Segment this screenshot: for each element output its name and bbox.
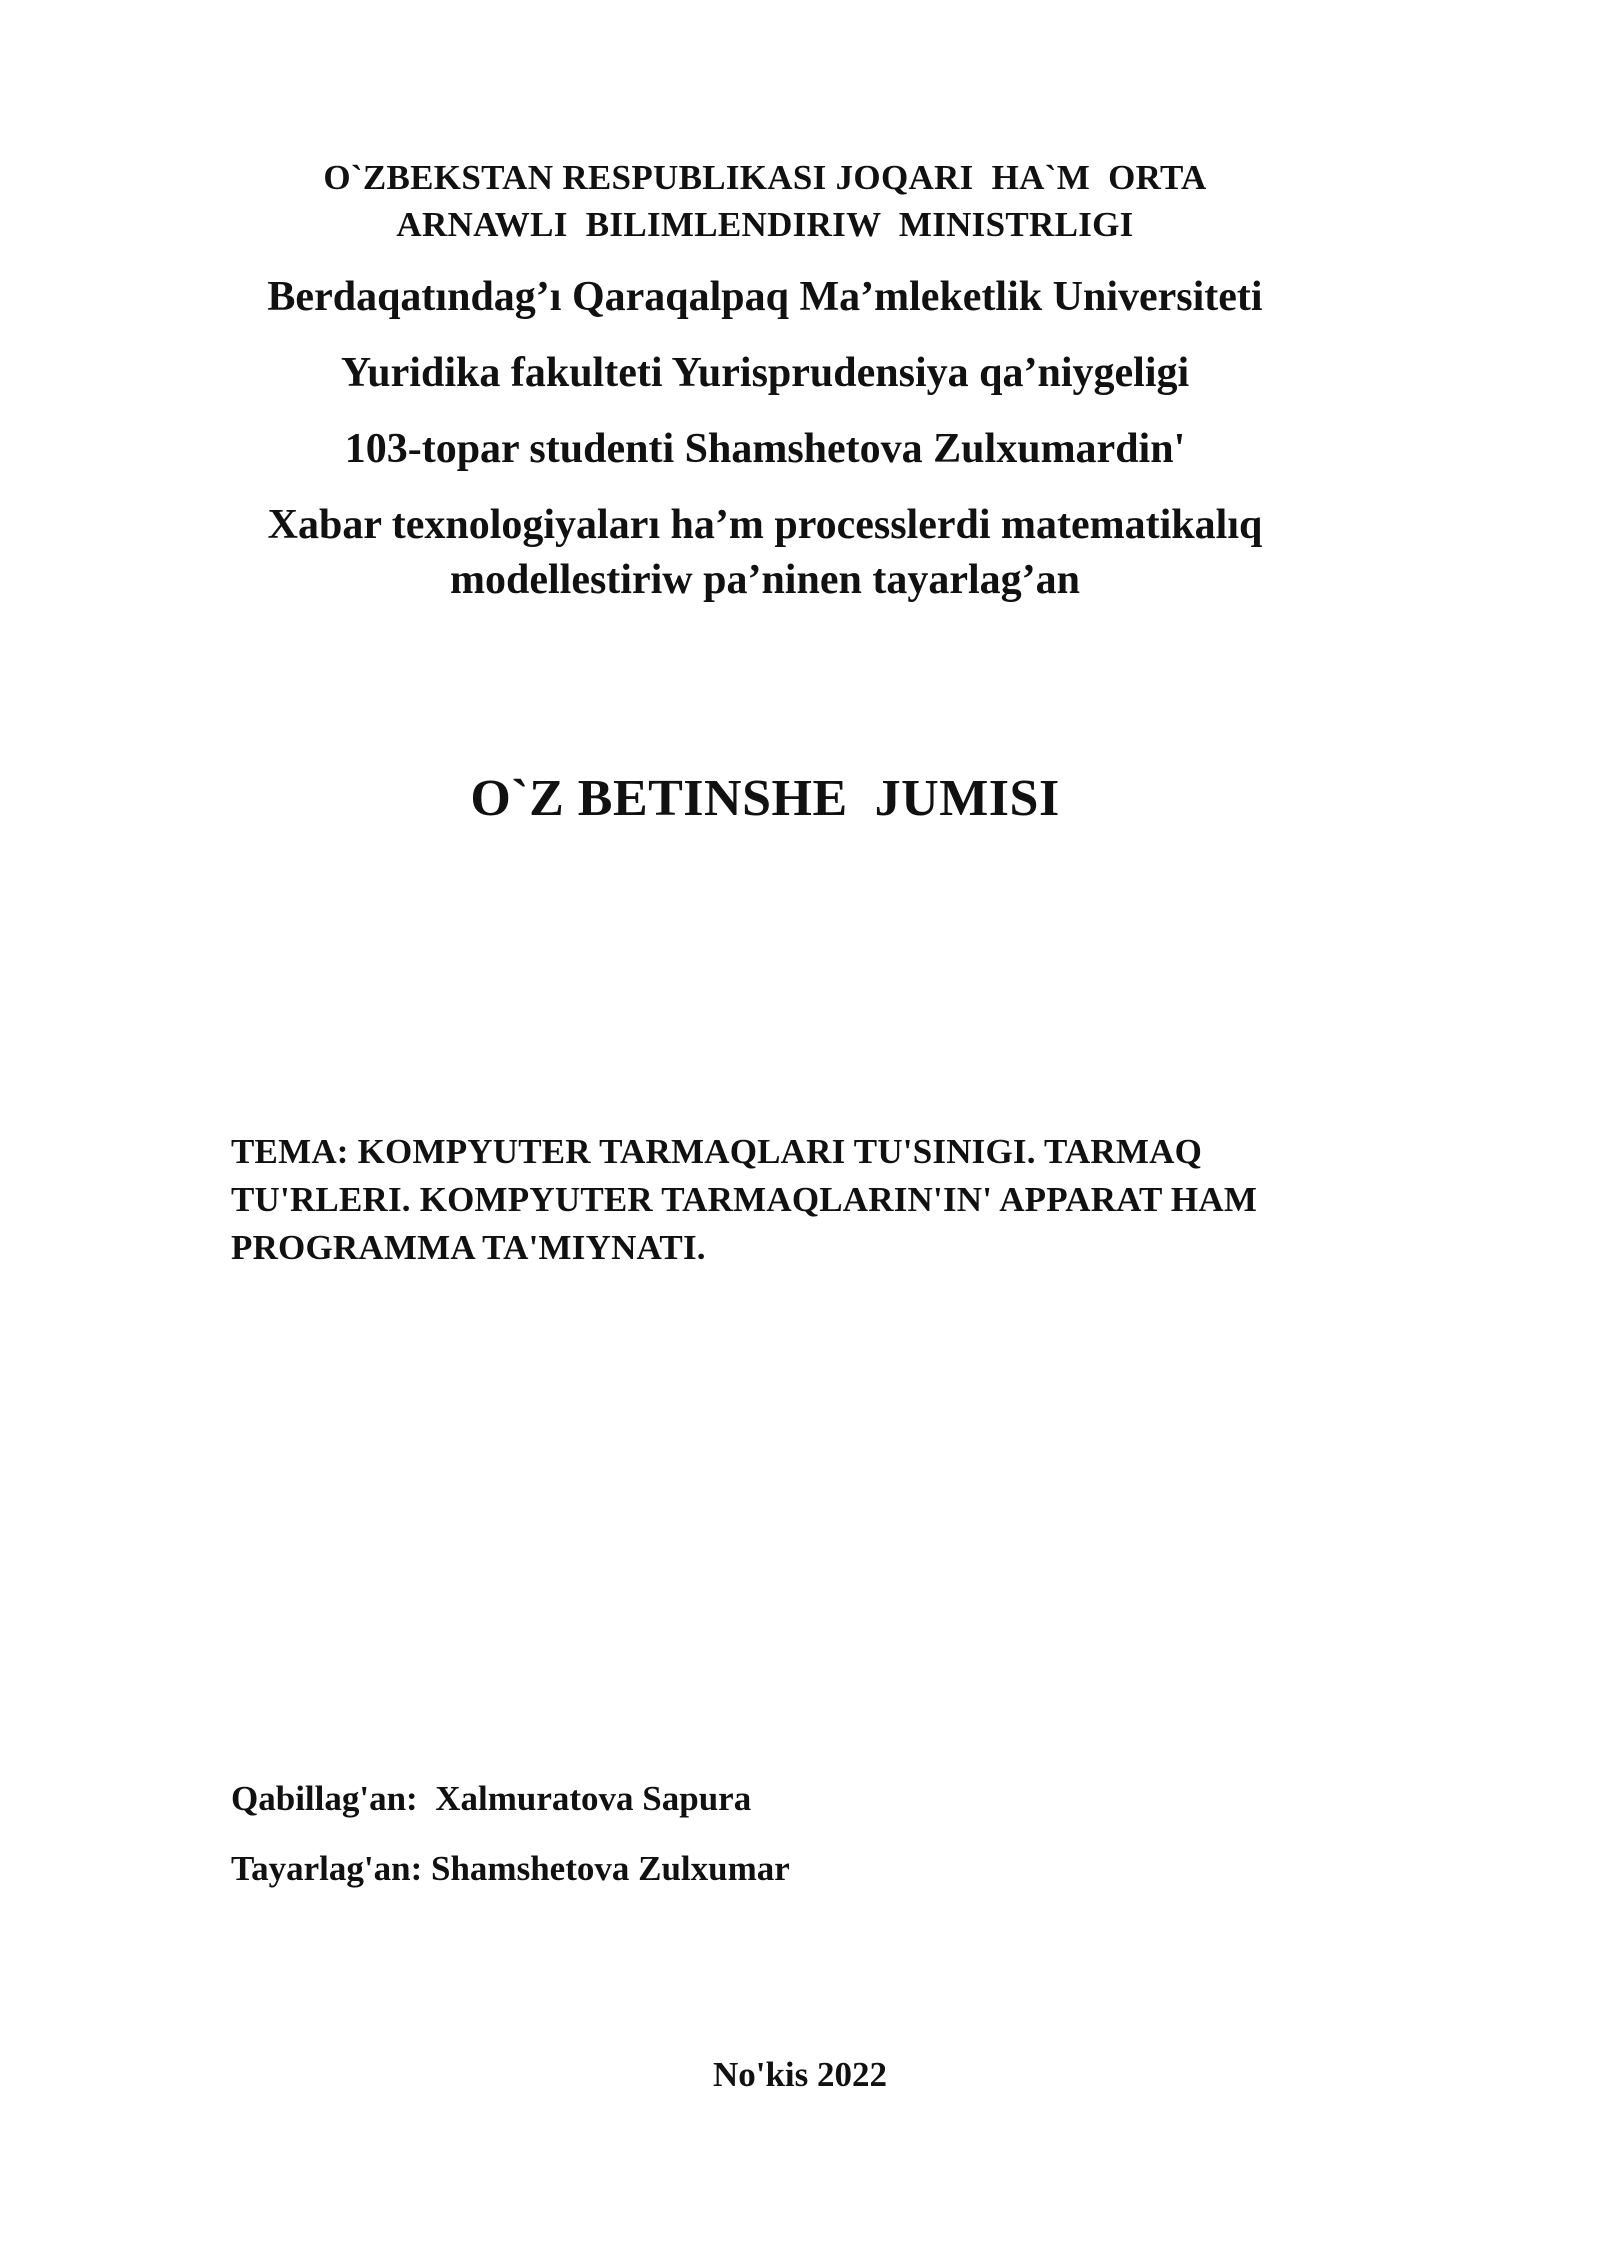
subject-line-2: modellestiriw pa’ninen tayarlag’an	[450, 557, 1080, 603]
university-name: Berdaqatındag’ı Qaraqalpaq Ma’mleketlik Universiteti	[267, 274, 1263, 320]
student-line: 103-topar studenti Shamshetova Zulxumardin'	[344, 426, 1186, 472]
received-by: Qabillag'an: Xalmuratova Sapura	[231, 1779, 752, 1818]
topic-line-2: TU'RLERI. KOMPYUTER TARMAQLARIN'IN' APPARAT HAM	[231, 1180, 1258, 1219]
document-title: O`Z BETINSHE JUMISI	[470, 770, 1060, 827]
topic-line-1: TEMA: KOMPYUTER TARMAQLARI TU'SINIGI. TARMAQ	[231, 1132, 1203, 1171]
city-year: No'kis 2022	[712, 2055, 888, 2094]
ministry-line-1: O`ZBEKSTAN RESPUBLIKASI JOQARI HA`M ORTA	[323, 158, 1207, 197]
topic-block	[231, 1128, 1391, 1272]
ministry-line-2: ARNAWLI BILIMLENDIRIW MINISTRLIGI	[396, 205, 1134, 244]
subject-line-1: Xabar texnologiyaları ha’m processlerdi matematikalıq	[267, 502, 1263, 548]
topic-line-3: PROGRAMMA TA'MIYNATI.	[231, 1228, 706, 1267]
prepared-by: Tayarlag'an: Shamshetova Zulxumar	[231, 1849, 790, 1888]
faculty-name: Yuridika fakulteti Yurisprudensiya qa’niygeligi	[340, 350, 1190, 396]
